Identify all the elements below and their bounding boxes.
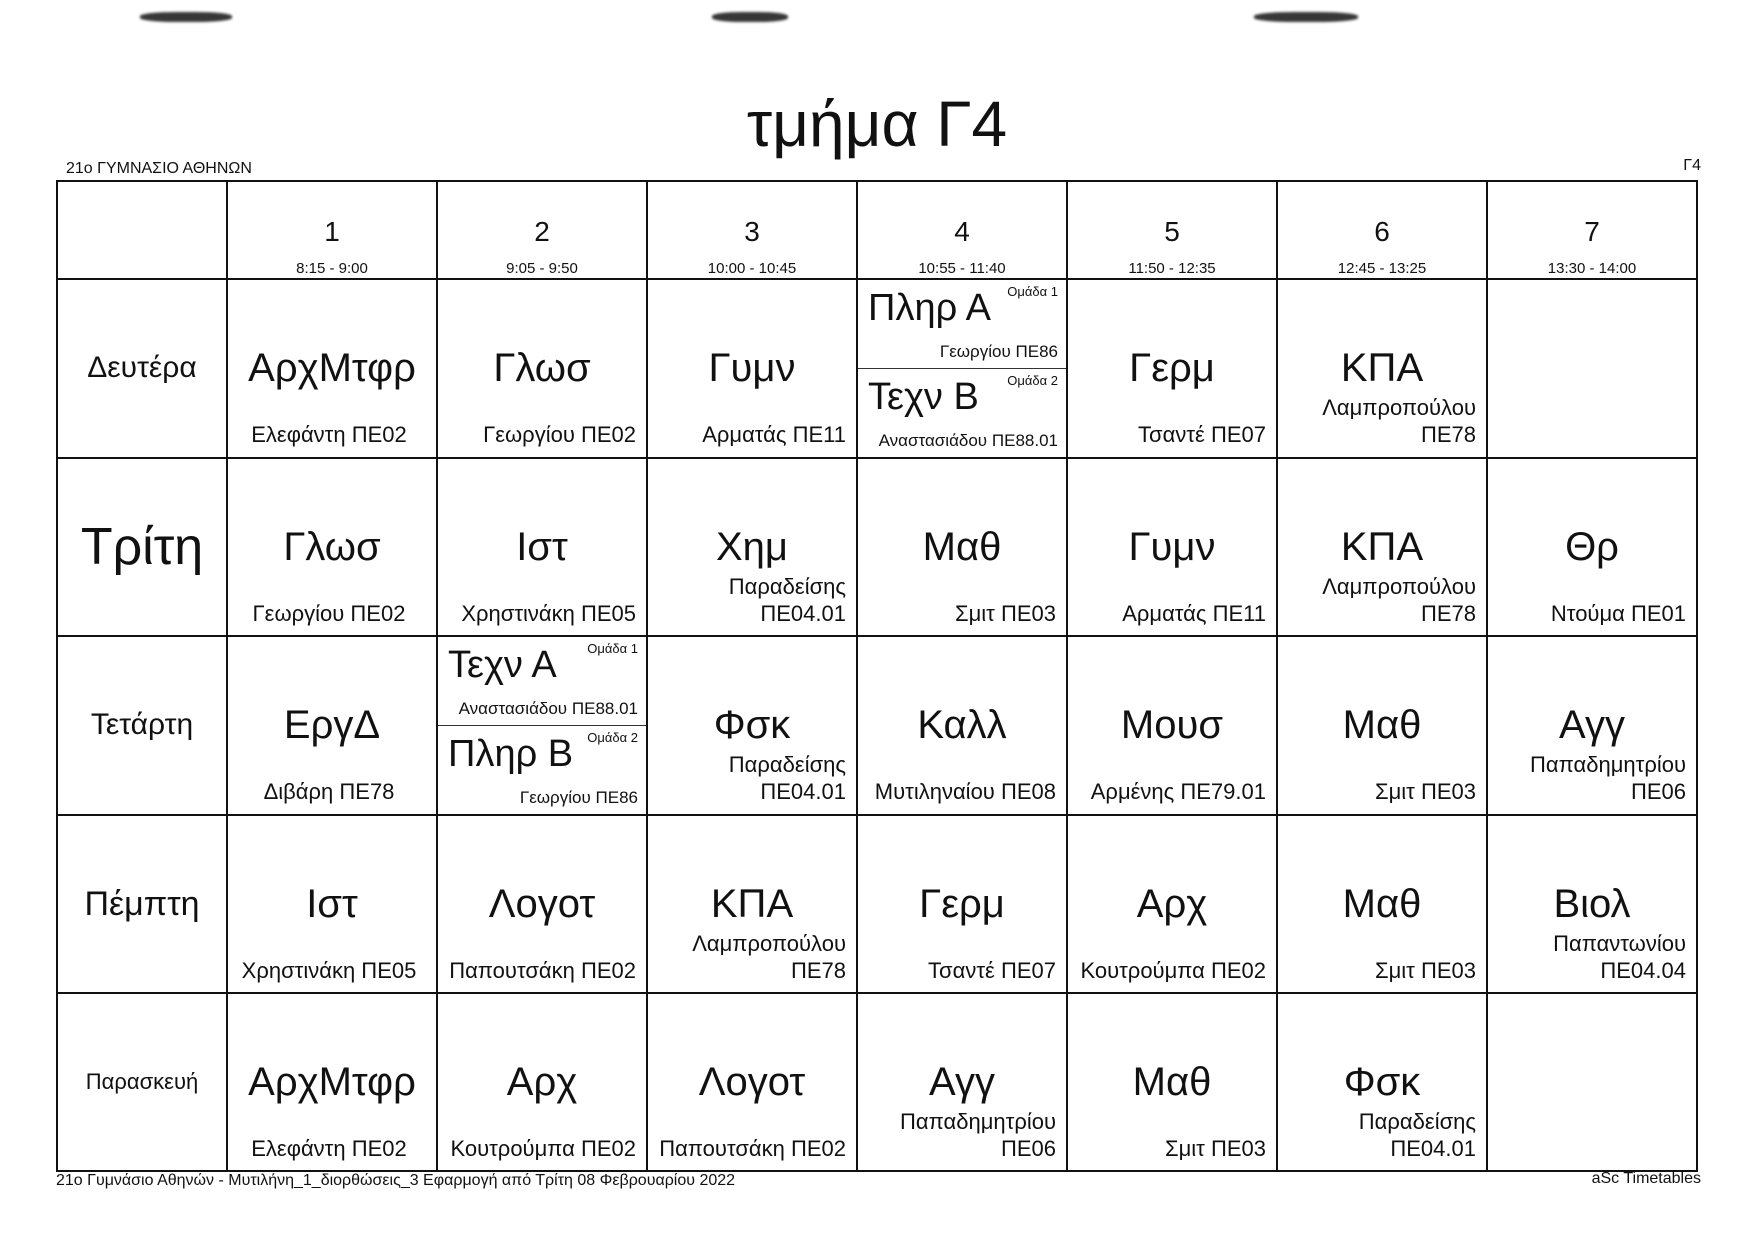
lesson-cell[interactable]: [1067, 993, 1277, 1171]
subject-label: Γυμν: [1128, 525, 1216, 569]
school-name: 21ο ΓΥΜΝΑΣΙΟ ΑΘΗΝΩΝ: [66, 160, 252, 177]
teacher-label: Τσαντέ ΠΕ07: [928, 958, 1056, 983]
lesson: [228, 280, 436, 456]
subject-label: Καλλ: [917, 703, 1007, 747]
lesson-cell[interactable]: [1487, 458, 1697, 636]
period-number: 5: [1164, 216, 1180, 247]
subject-label: Γερμ: [919, 882, 1005, 926]
lesson-cell[interactable]: [437, 279, 647, 458]
subject-label: Πληρ Β: [448, 733, 574, 775]
teacher-label: Γεωργίου ΠΕ02: [483, 422, 636, 447]
day-name: Πέμπτη: [84, 884, 200, 923]
lesson: [858, 637, 1066, 813]
lesson: [438, 280, 646, 456]
subject-label: Μαθ: [1342, 882, 1422, 926]
subject-label: Ιστ: [516, 525, 568, 569]
lesson-cell[interactable]: [1277, 636, 1487, 815]
lesson-cell[interactable]: [1067, 815, 1277, 993]
day-cell: [57, 458, 227, 636]
teacher-label: Αρματάς ΠΕ11: [702, 422, 846, 447]
lesson: [648, 280, 856, 456]
subject-label: Γυμν: [708, 346, 796, 390]
timetable: [56, 180, 1698, 1172]
empty-cell: [1487, 279, 1697, 458]
period-header: [1277, 181, 1487, 279]
lesson: [858, 994, 1066, 1170]
class-code: Γ4: [1683, 157, 1701, 174]
period-number: 4: [954, 216, 970, 247]
lesson: [1068, 637, 1276, 813]
subject-label: Φσκ: [1343, 1060, 1421, 1104]
lesson-cell[interactable]: [1067, 458, 1277, 636]
day-cell: [57, 993, 227, 1171]
scan-mark: [140, 12, 232, 22]
teacher-label: Αρμένης ΠΕ79.01: [1090, 779, 1266, 804]
subject-label: Λογοτ: [698, 1060, 806, 1104]
teacher-label: Ελεφάντη ΠΕ02: [251, 1136, 407, 1161]
lesson-cell[interactable]: [227, 815, 437, 993]
lesson: [438, 816, 646, 992]
period-time: 11:50 - 12:35: [1128, 260, 1216, 277]
lesson-cell[interactable]: [647, 279, 857, 458]
day-cell: [57, 279, 227, 458]
period-number: 1: [324, 216, 340, 247]
lesson-cell[interactable]: [1487, 636, 1697, 815]
group-label: Ομάδα 1: [587, 641, 638, 656]
lesson-cell[interactable]: [1487, 815, 1697, 993]
subject-label: Λογοτ: [488, 882, 596, 926]
teacher-label: Λαμπροπούλου ΠΕ78: [692, 931, 846, 983]
teacher-label: Κουτρούμπα ΠΕ02: [450, 1136, 636, 1161]
subject-label: Τεχν Β: [868, 376, 979, 418]
lesson: [648, 994, 856, 1170]
lesson-cell[interactable]: [1277, 815, 1487, 993]
teacher-label: Αναστασιάδου ΠΕ88.01: [458, 699, 638, 718]
teacher-label: Χρηστινάκη ΠΕ05: [241, 958, 417, 983]
lesson-cell[interactable]: [857, 458, 1067, 636]
period-header: [437, 181, 647, 279]
day-row: [57, 458, 1697, 636]
teacher-label: Κουτρούμπα ΠΕ02: [1080, 958, 1266, 983]
subject-label: Αρχ: [506, 1060, 578, 1104]
teacher-label: Παπαντωνίου ΠΕ04.04: [1553, 931, 1686, 983]
subject-label: ΚΠΑ: [710, 882, 794, 926]
day-cell: [57, 815, 227, 993]
lesson-cell[interactable]: [647, 636, 857, 815]
lesson: [858, 816, 1066, 992]
lesson-cell[interactable]: [647, 458, 857, 636]
lesson-cell[interactable]: [1277, 458, 1487, 636]
lesson-cell[interactable]: [857, 815, 1067, 993]
lesson-cell[interactable]: [857, 279, 1067, 458]
teacher-label: Ελεφάντη ΠΕ02: [251, 422, 407, 447]
subject-label: Μαθ: [922, 525, 1002, 569]
period-header: [227, 181, 437, 279]
day-name: Παρασκευή: [85, 1069, 199, 1094]
lesson: [1068, 280, 1276, 456]
lesson: [1488, 459, 1696, 635]
lesson: [438, 459, 646, 635]
subject-label: Θρ: [1565, 525, 1619, 569]
lesson: [648, 637, 856, 813]
teacher-label: Σμιτ ΠΕ03: [1375, 779, 1476, 804]
lesson: [228, 816, 436, 992]
teacher-label: Σμιτ ΠΕ03: [1375, 958, 1476, 983]
lesson-cell[interactable]: [1067, 279, 1277, 458]
group-lesson[interactable]: [858, 280, 1066, 369]
period-time: 8:15 - 9:00: [296, 260, 368, 277]
subject-label: ΚΠΑ: [1340, 525, 1424, 569]
lesson-cell[interactable]: [227, 458, 437, 636]
day-row: [57, 815, 1697, 993]
group-lesson[interactable]: [438, 637, 646, 726]
day-name: Τετάρτη: [90, 708, 194, 741]
subject-label: Φσκ: [713, 703, 791, 747]
teacher-label: Παπουτσάκη ΠΕ02: [449, 958, 636, 983]
period-header: [1067, 181, 1277, 279]
subject-label: Μαθ: [1132, 1060, 1212, 1104]
subject-label: Αγγ: [1559, 703, 1625, 747]
lesson-cell[interactable]: [437, 993, 647, 1171]
period-time: 12:45 - 13:25: [1337, 260, 1427, 277]
footer-info: 21ο Γυμνάσιο Αθηνών - Μυτιλήνη_1_διορθώσεις_3 Εφαρμογή από Τρίτη 08 Φεβρουαρίου 2022: [56, 1172, 736, 1189]
lesson: [1278, 994, 1486, 1170]
corner-cell: [57, 181, 227, 279]
period-number: 2: [534, 216, 550, 247]
lesson: [1278, 816, 1486, 992]
subject-label: Γλωσ: [283, 525, 381, 569]
teacher-label: Μυτιληναίου ΠΕ08: [874, 779, 1056, 804]
lesson-cell[interactable]: [1277, 993, 1487, 1171]
group-label: Ομάδα 2: [1007, 373, 1058, 388]
lesson: [228, 459, 436, 635]
lesson-cell[interactable]: [857, 993, 1067, 1171]
period-header: [857, 181, 1067, 279]
lesson: [1278, 637, 1486, 813]
teacher-label: Γεωργίου ΠΕ86: [939, 342, 1058, 361]
lesson: [1488, 637, 1696, 813]
subject-label: Μαθ: [1342, 703, 1422, 747]
lesson-cell[interactable]: [227, 993, 437, 1171]
teacher-label: Γεωργίου ΠΕ86: [519, 788, 638, 807]
lesson-cell[interactable]: [1067, 636, 1277, 815]
lesson: [1488, 816, 1696, 992]
lesson-cell[interactable]: [1277, 279, 1487, 458]
subject-label: Αρχ: [1136, 882, 1208, 926]
lesson-cell[interactable]: [227, 279, 437, 458]
lesson: [228, 994, 436, 1170]
teacher-label: Παπαδημητρίου ΠΕ06: [900, 1109, 1056, 1161]
lesson: [1068, 459, 1276, 635]
lesson-cell[interactable]: [647, 815, 857, 993]
teacher-label: Παπουτσάκη ΠΕ02: [659, 1136, 846, 1161]
lesson-cell[interactable]: [857, 636, 1067, 815]
footer-brand: aSc Timetables: [1591, 1170, 1701, 1187]
teacher-label: Αρματάς ΠΕ11: [1122, 601, 1266, 626]
subject-label: Αγγ: [929, 1060, 995, 1104]
teacher-label: Τσαντέ ΠΕ07: [1138, 422, 1266, 447]
day-name: Τρίτη: [80, 518, 204, 576]
subject-label: ΑρχΜτφρ: [248, 1060, 416, 1104]
period-header: [1487, 181, 1697, 279]
day-cell: [57, 636, 227, 815]
lesson: [228, 637, 436, 813]
lesson: [648, 816, 856, 992]
teacher-label: Χρηστινάκη ΠΕ05: [461, 601, 636, 626]
scan-mark: [1254, 12, 1358, 22]
teacher-label: Λαμπροπούλου ΠΕ78: [1322, 574, 1476, 626]
teacher-label: Λαμπροπούλου ΠΕ78: [1322, 395, 1476, 447]
lesson: [1068, 816, 1276, 992]
period-time: 10:00 - 10:45: [707, 260, 797, 277]
subject-label: Τεχν Α: [448, 644, 557, 686]
group-lesson[interactable]: [858, 369, 1066, 457]
period-time: 10:55 - 11:40: [918, 260, 1006, 277]
group-label: Ομάδα 1: [1007, 284, 1058, 299]
day-row: [57, 279, 1697, 458]
period-number: 3: [744, 216, 760, 247]
teacher-label: Σμιτ ΠΕ03: [1165, 1136, 1266, 1161]
lesson-cell[interactable]: [227, 636, 437, 815]
subject-label: Βιολ: [1553, 882, 1631, 926]
teacher-label: Διβάρη ΠΕ78: [263, 779, 395, 804]
lesson-cell[interactable]: [437, 636, 647, 815]
teacher-label: Παραδείσης ΠΕ04.01: [728, 752, 846, 804]
lesson-cell[interactable]: [647, 993, 857, 1171]
day-name: Δευτέρα: [87, 351, 197, 384]
day-row: [57, 636, 1697, 815]
subject-label: Χημ: [716, 525, 788, 569]
day-row: [57, 993, 1697, 1171]
subject-label: Ιστ: [306, 882, 358, 926]
lesson-cell[interactable]: [437, 815, 647, 993]
group-lesson[interactable]: [438, 726, 646, 814]
teacher-label: Σμιτ ΠΕ03: [955, 601, 1056, 626]
teacher-label: Παραδείσης ΠΕ04.01: [728, 574, 846, 626]
subject-label: ΚΠΑ: [1340, 346, 1424, 390]
period-header-row: [57, 181, 1697, 279]
lesson: [1278, 459, 1486, 635]
subject-label: Πληρ Α: [868, 287, 991, 329]
empty-cell: [1487, 993, 1697, 1171]
lesson: [858, 459, 1066, 635]
teacher-label: Ντούμα ΠΕ01: [1550, 601, 1686, 626]
lesson: [1278, 280, 1486, 456]
period-number: 7: [1584, 216, 1600, 247]
subject-label: Μουσ: [1120, 703, 1224, 747]
group-label: Ομάδα 2: [587, 730, 638, 745]
teacher-label: Παραδείσης ΠΕ04.01: [1358, 1109, 1476, 1161]
subject-label: Γλωσ: [493, 346, 591, 390]
lesson-cell[interactable]: [437, 458, 647, 636]
period-time: 9:05 - 9:50: [506, 260, 578, 277]
subject-label: Γερμ: [1129, 346, 1215, 390]
teacher-label: Γεωργίου ΠΕ02: [252, 601, 406, 626]
subject-label: ΑρχΜτφρ: [248, 346, 416, 390]
lesson: [1068, 994, 1276, 1170]
teacher-label: Αναστασιάδου ΠΕ88.01: [878, 431, 1058, 450]
subject-label: ΕργΔ: [283, 703, 381, 747]
scan-mark: [712, 12, 788, 22]
period-time: 13:30 - 14:00: [1547, 260, 1637, 277]
page-title: τμήμα Γ4: [746, 88, 1008, 160]
period-header: [647, 181, 857, 279]
lesson: [438, 994, 646, 1170]
teacher-label: Παπαδημητρίου ΠΕ06: [1530, 752, 1686, 804]
period-number: 6: [1374, 216, 1390, 247]
lesson: [648, 459, 856, 635]
